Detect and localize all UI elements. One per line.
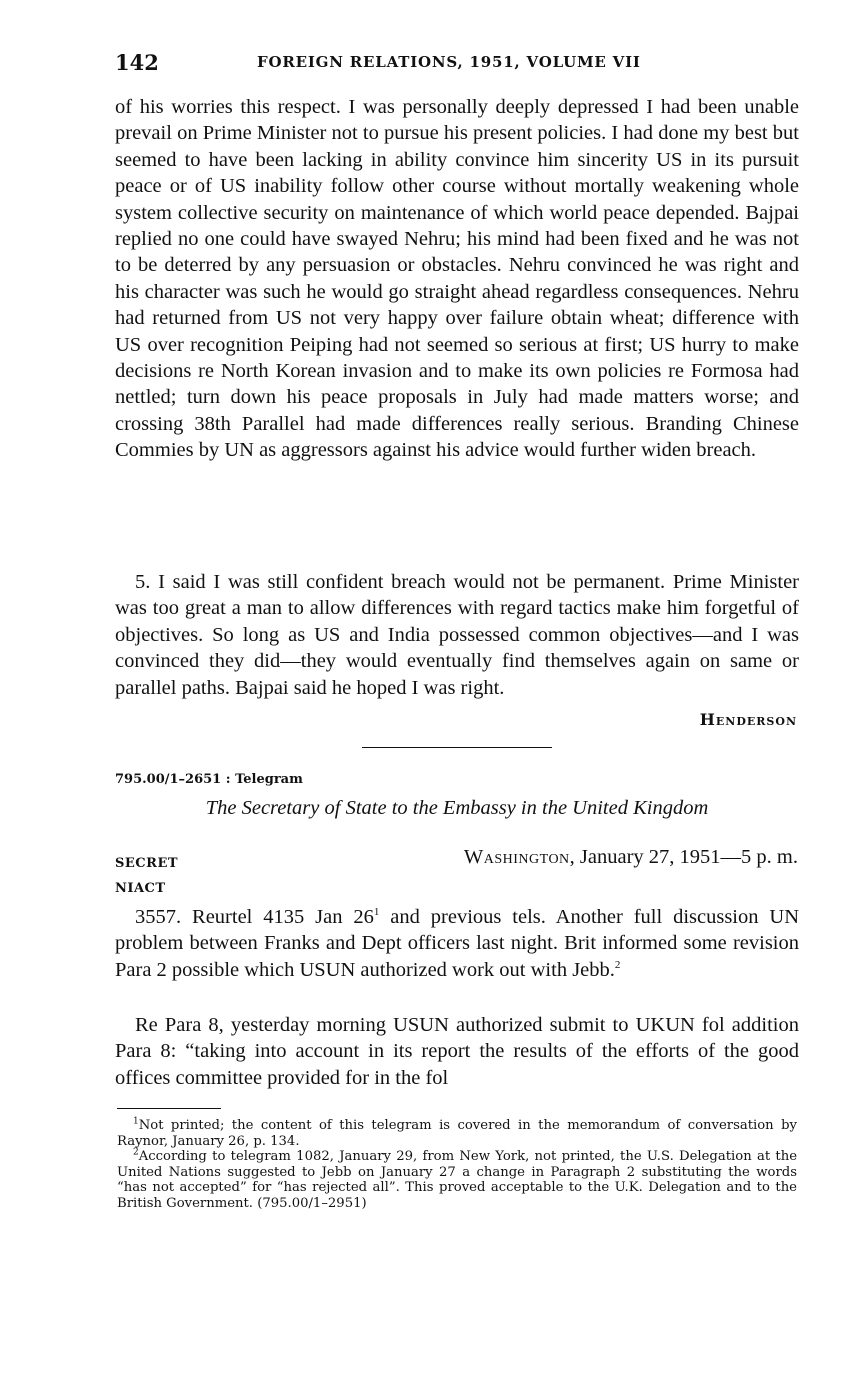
footnote-marker: 1 — [133, 1116, 139, 1127]
telegram-text: and previous tels. Another full discussion UN problem between Franks and Dept officers last night. Brit informed some revision Para 2 possible which USUN authorized work out with Jebb. — [115, 906, 799, 981]
page-number: 142 — [115, 50, 159, 75]
footnotes — [117, 1118, 797, 1212]
dateline-place: Washington — [463, 846, 570, 868]
footnote-text: According to telegram 1082, January 29, from New York, not printed, the U.S. Delegation at the United Nations suggested to Jebb on January 27 a change in Paragraph 2 substituting the words “has not accepted” for “has rejected all”. This proved acceptable to the U.K. Delegation and to the British Government. (795.00/1–2951) — [117, 1149, 797, 1211]
telegram-text: 3557. Reurtel 4135 Jan 26 — [135, 906, 374, 928]
footnote-ref-1: 1 — [373, 906, 380, 919]
signature: Henderson — [699, 710, 797, 729]
footnote-text: Not printed; the content of this telegram is covered in the memorandum of conversation by Raynor, January 26, p. 134. — [117, 1118, 797, 1149]
running-title: FOREIGN RELATIONS, 1951, VOLUME VII — [257, 53, 641, 71]
document-heading: The Secretary of State to the Embassy in the United Kingdom — [205, 797, 709, 819]
paragraph-5: 5. I said I was still confident breach would not be permanent. Prime Minister was too great a man to allow differences with regard tactics make him forgetful of objectives. So long as US and India possessed common objectives—and I was convinced they did—they would eventually find themselves again on same or parallel paths. Bajpai said he hoped I was right. — [115, 571, 799, 699]
dateline-date: , January 27, 1951—5 p. m. — [569, 846, 798, 868]
footnote-2 — [117, 1149, 797, 1211]
telegram-paragraph-1 — [115, 904, 799, 983]
footnote-ref-2: 2 — [614, 958, 621, 971]
running-head — [115, 50, 800, 80]
section-divider — [362, 747, 552, 748]
classification-label: SECRET — [115, 856, 179, 871]
precedence-label: NIACT — [115, 881, 166, 896]
footnote-rule — [117, 1108, 221, 1109]
footnote-marker: 2 — [133, 1147, 139, 1158]
dateline — [464, 846, 798, 869]
telegram-paragraph-2: Re Para 8, yesterday morning USUN authorized submit to UKUN fol addition Para 8: “taking into account in its report the results of the efforts of the good offices committee provided for in the fol — [115, 1014, 799, 1089]
continued-paragraph: of his worries this respect. I was personally deeply depressed I had been unable prevail on Prime Minister not to pursue his present policies. I had done my best but seemed to have been lacking in ability convince him sincerity US in its pursuit peace or of US inability follow other course without mortally weakening whole system collective security on maintenance of which world peace depended. Bajpai replied no one could have swayed Nehru; his mind had been fixed and he was not to be deterred by any persuasion or obstacles. Nehru convinced he was right and his character was such he would go straight ahead regardless consequences. Nehru had returned from US not very happy over failure obtain wheat; difference with US over recognition Peiping had not seemed so serious at first; US hurry to make decisions re North Korean invasion and to make its own policies re Formosa had nettled; turn down his peace proposals in July had made matters worse; and crossing 38th Parallel had made differences really serious. Branding Chinese Commies by UN as aggressors against his advice would further widen breach. — [115, 96, 799, 462]
footnote-1 — [117, 1118, 797, 1149]
file-reference: 795.00/1–2651 : Telegram — [115, 772, 303, 787]
